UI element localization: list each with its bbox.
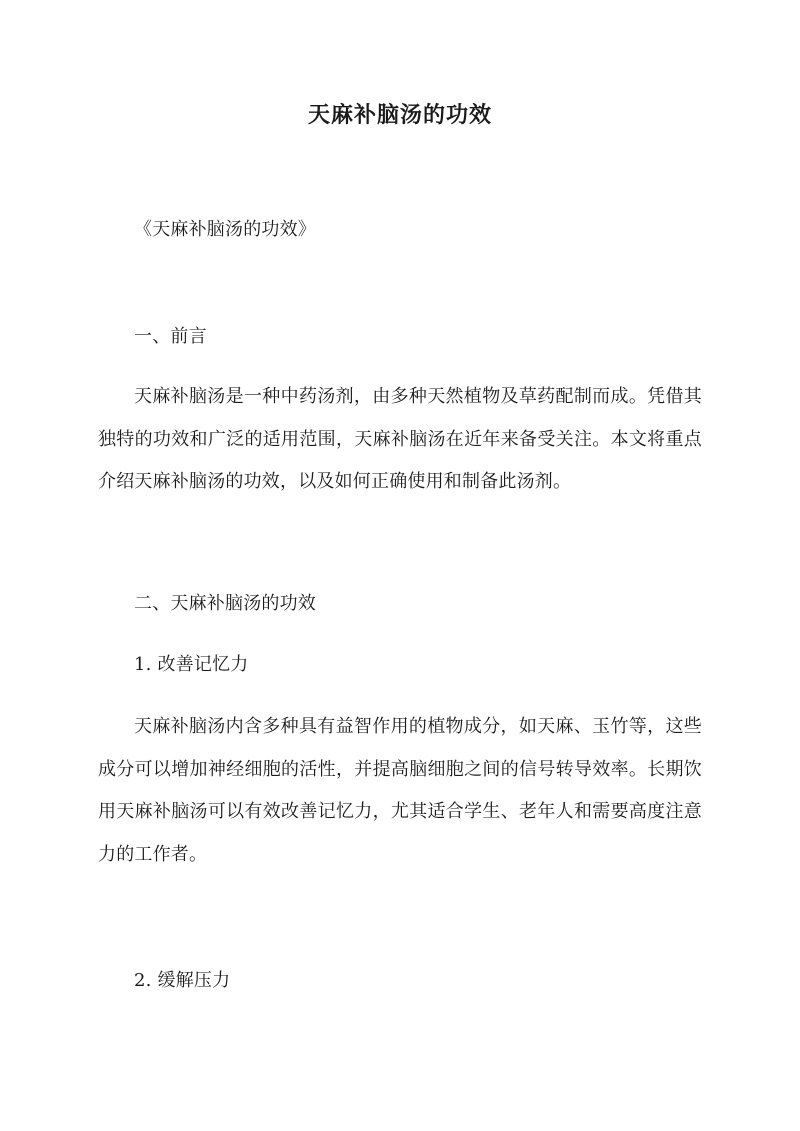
item-heading-stress: 2. 缓解压力 bbox=[134, 970, 231, 991]
section-heading-preface: 一、前言 bbox=[134, 326, 207, 347]
section-heading-effects: 二、天麻补脑汤的功效 bbox=[134, 593, 316, 614]
item-heading-memory: 1. 改善记忆力 bbox=[134, 654, 249, 675]
preface-paragraph: 天麻补脑汤是一种中药汤剂，由多种天然植物及草药配制而成。凭借其独特的功效和广泛的适用范围，天麻补脑汤在近年来备受关注。本文将重点介绍天麻补脑汤的功效，以及如何正确使用和制备此汤剂。 bbox=[98, 386, 702, 492]
document-subtitle: 《天麻补脑汤的功效》 bbox=[134, 219, 316, 240]
memory-paragraph: 天麻补脑汤内含多种具有益智作用的植物成分，如天麻、玉竹等，这些成分可以增加神经细胞的活性，并提高脑细胞之间的信号转导效率。长期饮用天麻补脑汤可以有效改善记忆力，尤其适合学生、老年人和需要高度注意力的工作者。 bbox=[98, 716, 702, 865]
document-title: 天麻补脑汤的功效 bbox=[307, 102, 492, 128]
